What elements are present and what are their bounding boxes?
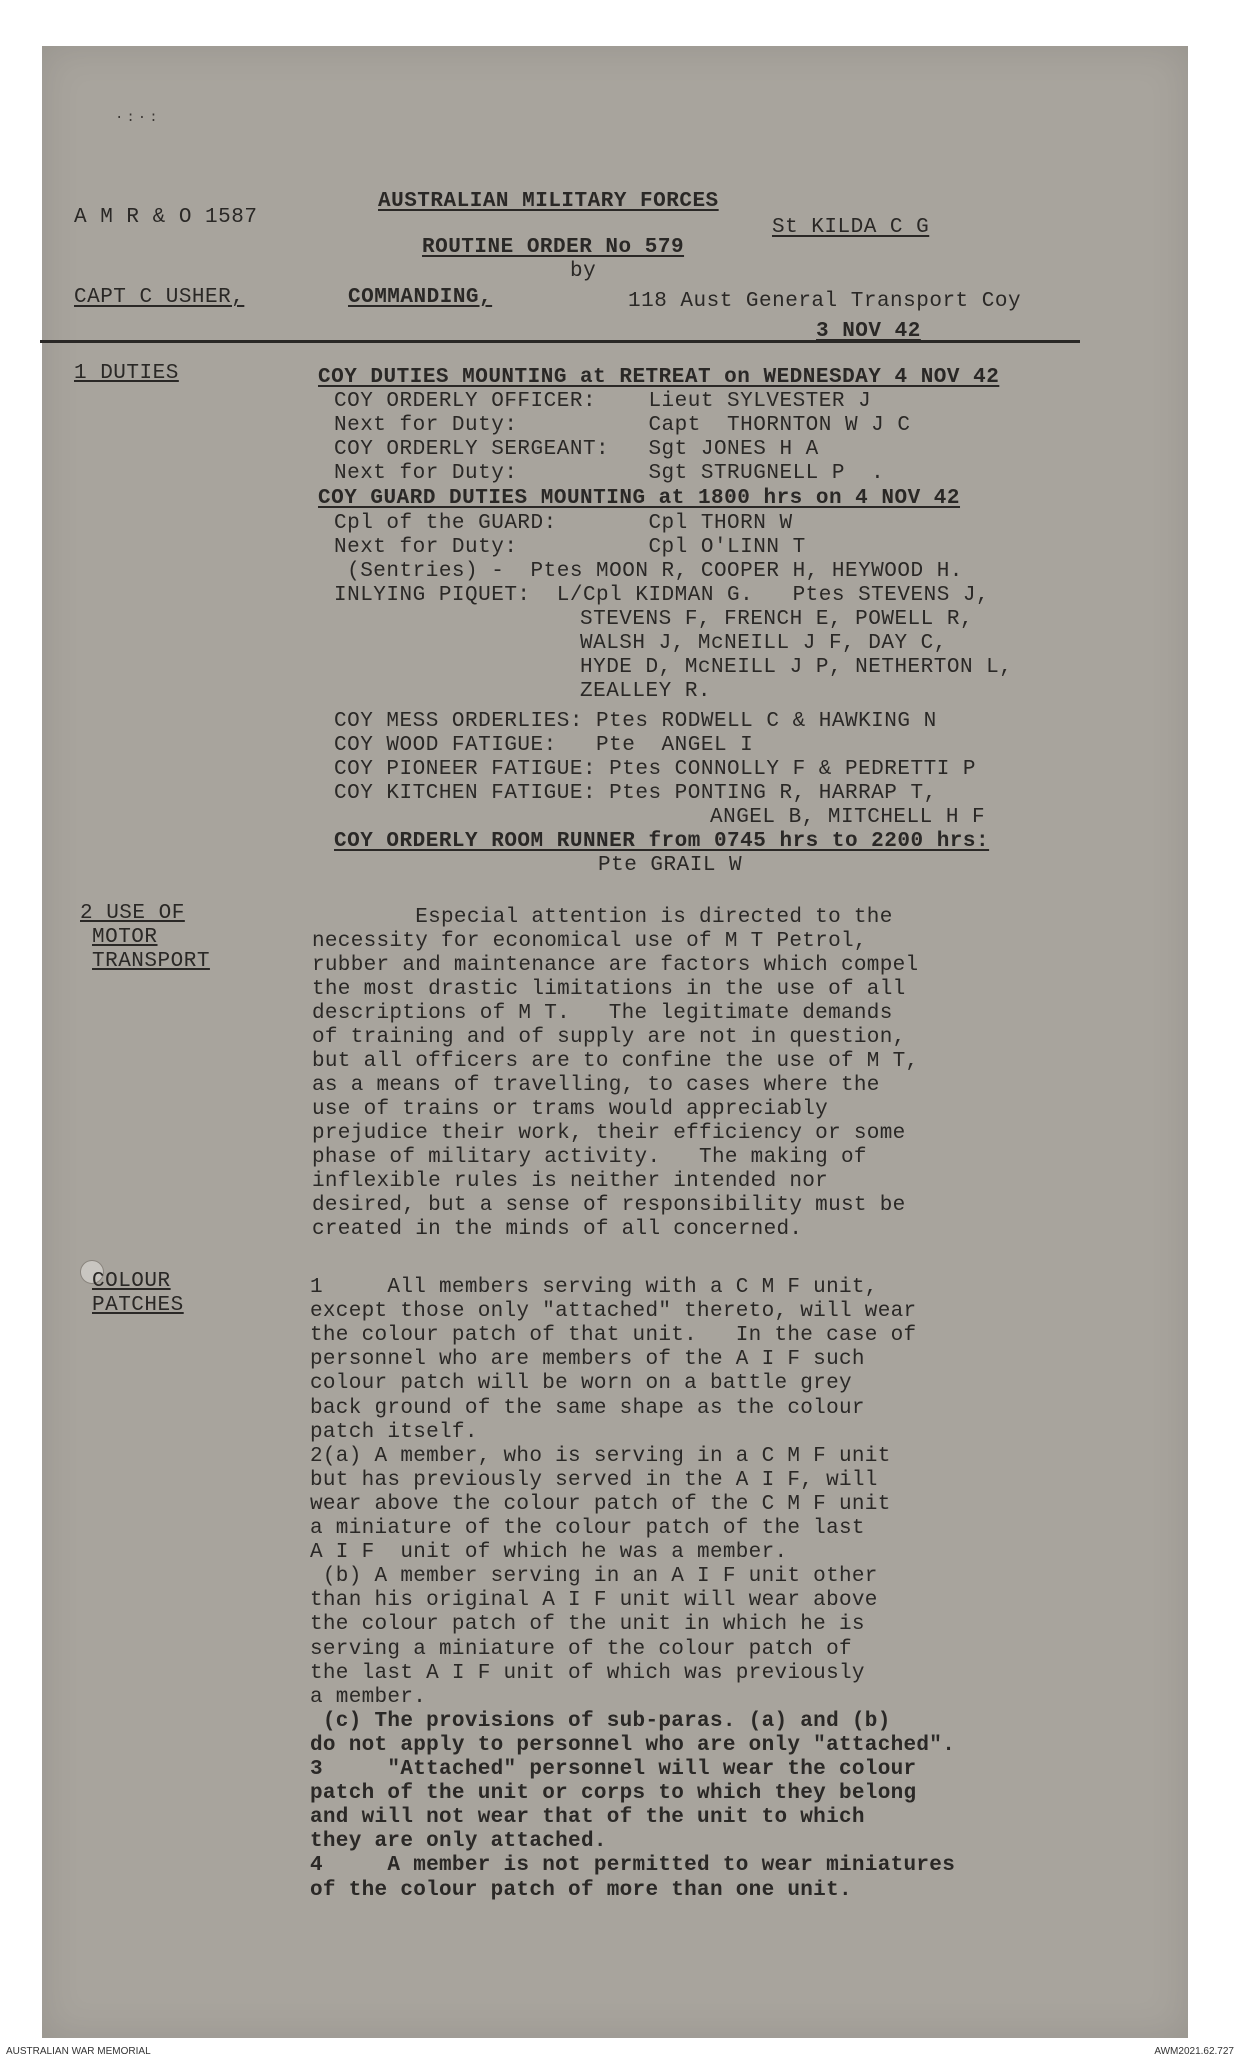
patches-label-line-1: COLOUR xyxy=(92,1270,171,1293)
paragraph-line: 2(a) A member, who is serving in a C M F unit xyxy=(310,1444,891,1468)
paragraph-line: 1 All members serving with a C M F unit, xyxy=(310,1276,878,1299)
duty-line: COY WOOD FATIGUE: Pte ANGEL I xyxy=(334,734,754,757)
paragraph-line: serving a miniature of the colour patch of xyxy=(310,1637,852,1661)
paragraph-line: except those only "attached" thereto, will wear xyxy=(310,1300,917,1324)
paragraph-line: the last A I F unit of which was previously xyxy=(310,1661,865,1685)
paragraph-line: necessity for economical use of M T Petrol, xyxy=(312,930,867,953)
duty-line: COY GUARD DUTIES MOUNTING at 1800 hrs on 4 NOV 42 xyxy=(318,487,961,510)
duty-line: COY ORDERLY SERGEANT: Sgt JONES H A xyxy=(334,438,819,461)
location: St KILDA C G xyxy=(772,216,930,239)
paragraph-line: they are only attached. xyxy=(310,1830,607,1854)
paragraph-line: personnel who are members of the A I F such xyxy=(310,1348,865,1372)
paragraph-line: (c) The provisions of sub-paras. (a) and (b) xyxy=(310,1709,891,1733)
reference-number: A M R & O 1587 xyxy=(74,206,258,229)
duty-line: ZEALLEY R. xyxy=(580,680,712,703)
duty-line: HYDE D, McNEILL J P, NETHERTON L, xyxy=(580,656,1013,679)
duty-line: Next for Duty: Capt THORNTON W J C xyxy=(334,414,911,437)
duty-line: WALSH J, McNEILL J F, DAY C, xyxy=(580,632,947,655)
transport-label-line-2: MOTOR xyxy=(92,926,158,949)
duty-line: ANGEL B, MITCHELL H F xyxy=(710,806,986,829)
duty-line: Next for Duty: Sgt STRUGNELL P . xyxy=(334,462,885,485)
paragraph-line: use of trains or trams would appreciably xyxy=(312,1098,829,1121)
organization-title: AUSTRALIAN MILITARY FORCES xyxy=(378,190,719,213)
paragraph-line: prejudice their work, their efficiency or some xyxy=(312,1122,906,1145)
paragraph-line: rubber and maintenance are factors which compel xyxy=(312,954,919,977)
order-by: by xyxy=(570,260,597,283)
paragraph-line: a miniature of the colour patch of the last xyxy=(310,1517,865,1540)
paragraph-line: do not apply to personnel who are only "attached". xyxy=(310,1733,956,1757)
footer-accession-number: AWM2021.62.727 xyxy=(1154,2046,1234,2057)
duty-line: COY ORDERLY OFFICER: Lieut SYLVESTER J xyxy=(334,390,872,413)
duty-line: INLYING PIQUET: L/Cpl KIDMAN G. Ptes STEVENS J, xyxy=(334,584,990,607)
paragraph-line: Especial attention is directed to the xyxy=(312,906,893,929)
paragraph-line: descriptions of M T. The legitimate demands xyxy=(312,1002,893,1025)
duty-line: COY PIONEER FATIGUE: Ptes CONNOLLY F & PEDRETTI P xyxy=(334,758,977,781)
paragraph-line: the colour patch of that unit. In the case of xyxy=(310,1324,917,1348)
paragraph-line: wear above the colour patch of the C M F unit xyxy=(310,1492,891,1516)
duty-line: Next for Duty: Cpl O'LINN T xyxy=(334,536,806,559)
paragraph-line: and will not wear that of the unit to which xyxy=(310,1806,865,1830)
order-date: 3 NOV 42 xyxy=(816,320,921,343)
unit-name: 118 Aust General Transport Coy xyxy=(628,290,1022,313)
duties-label: 1 DUTIES xyxy=(74,362,179,385)
footer-credit: AUSTRALIAN WAR MEMORIAL xyxy=(6,2046,151,2057)
paragraph-line: phase of military activity. The making of xyxy=(312,1146,867,1169)
paragraph-line: colour patch will be worn on a battle grey xyxy=(310,1372,852,1396)
paragraph-line: as a means of travelling, to cases where the xyxy=(312,1074,880,1097)
duty-line: COY DUTIES MOUNTING at RETREAT on WEDNESDAY 4 NOV 42 xyxy=(318,366,1000,389)
patches-label-line-2: PATCHES xyxy=(92,1294,184,1317)
paragraph-line: created in the minds of all concerned. xyxy=(312,1218,803,1241)
paragraph-line: 4 A member is not permitted to wear miniatures xyxy=(310,1854,956,1878)
paragraph-line: of the colour patch of more than one unit. xyxy=(310,1878,852,1902)
commander-name: CAPT C USHER, xyxy=(74,286,245,309)
paragraph-line: a member. xyxy=(310,1685,427,1709)
order-number: ROUTINE ORDER No 579 xyxy=(422,236,685,259)
paragraph-line: desired, but a sense of responsibility must be xyxy=(312,1194,906,1217)
paragraph-line: A I F unit of which he was a member. xyxy=(310,1541,788,1565)
duty-line: (Sentries) - Ptes MOON R, COOPER H, HEYWOOD H. xyxy=(334,560,963,583)
paragraph-line: 3 "Attached" personnel will wear the colour xyxy=(310,1758,917,1781)
duty-line: COY KITCHEN FATIGUE: Ptes PONTING R, HARRAP T, xyxy=(334,782,937,805)
commanding-label: COMMANDING, xyxy=(348,286,493,309)
duty-line: Pte GRAIL W xyxy=(598,854,743,877)
transport-label-line-3: TRANSPORT xyxy=(92,950,210,973)
duty-line: STEVENS F, FRENCH E, POWELL R, xyxy=(580,608,974,631)
paragraph-line: patch itself. xyxy=(310,1420,478,1444)
transport-label-line-1: 2 USE OF xyxy=(80,902,185,925)
paragraph-line: than his original A I F unit will wear above xyxy=(310,1589,878,1613)
duty-line: COY ORDERLY ROOM RUNNER from 0745 hrs to 2200 hrs: xyxy=(334,830,990,853)
paragraph-line: (b) A member serving in an A I F unit other xyxy=(310,1565,878,1589)
header-divider xyxy=(40,340,1080,343)
paragraph-line: but has previously served in the A I F, will xyxy=(310,1468,878,1492)
paragraph-line: patch of the unit or corps to which they belong xyxy=(310,1782,917,1806)
paragraph-line: but all officers are to confine the use of M T, xyxy=(312,1050,919,1073)
duty-line: COY MESS ORDERLIES: Ptes RODWELL C & HAWKING N xyxy=(334,710,937,733)
ink-smudge: ·:·: xyxy=(115,110,161,126)
paragraph-line: the colour patch of the unit in which he is xyxy=(310,1613,865,1637)
paragraph-line: back ground of the same shape as the colour xyxy=(310,1396,865,1420)
paragraph-line: the most drastic limitations in the use of all xyxy=(312,978,906,1001)
paragraph-line: of training and of supply are not in question, xyxy=(312,1026,906,1049)
paragraph-line: inflexible rules is neither intended nor xyxy=(312,1170,829,1193)
duty-line: Cpl of the GUARD: Cpl THORN W xyxy=(334,512,793,535)
